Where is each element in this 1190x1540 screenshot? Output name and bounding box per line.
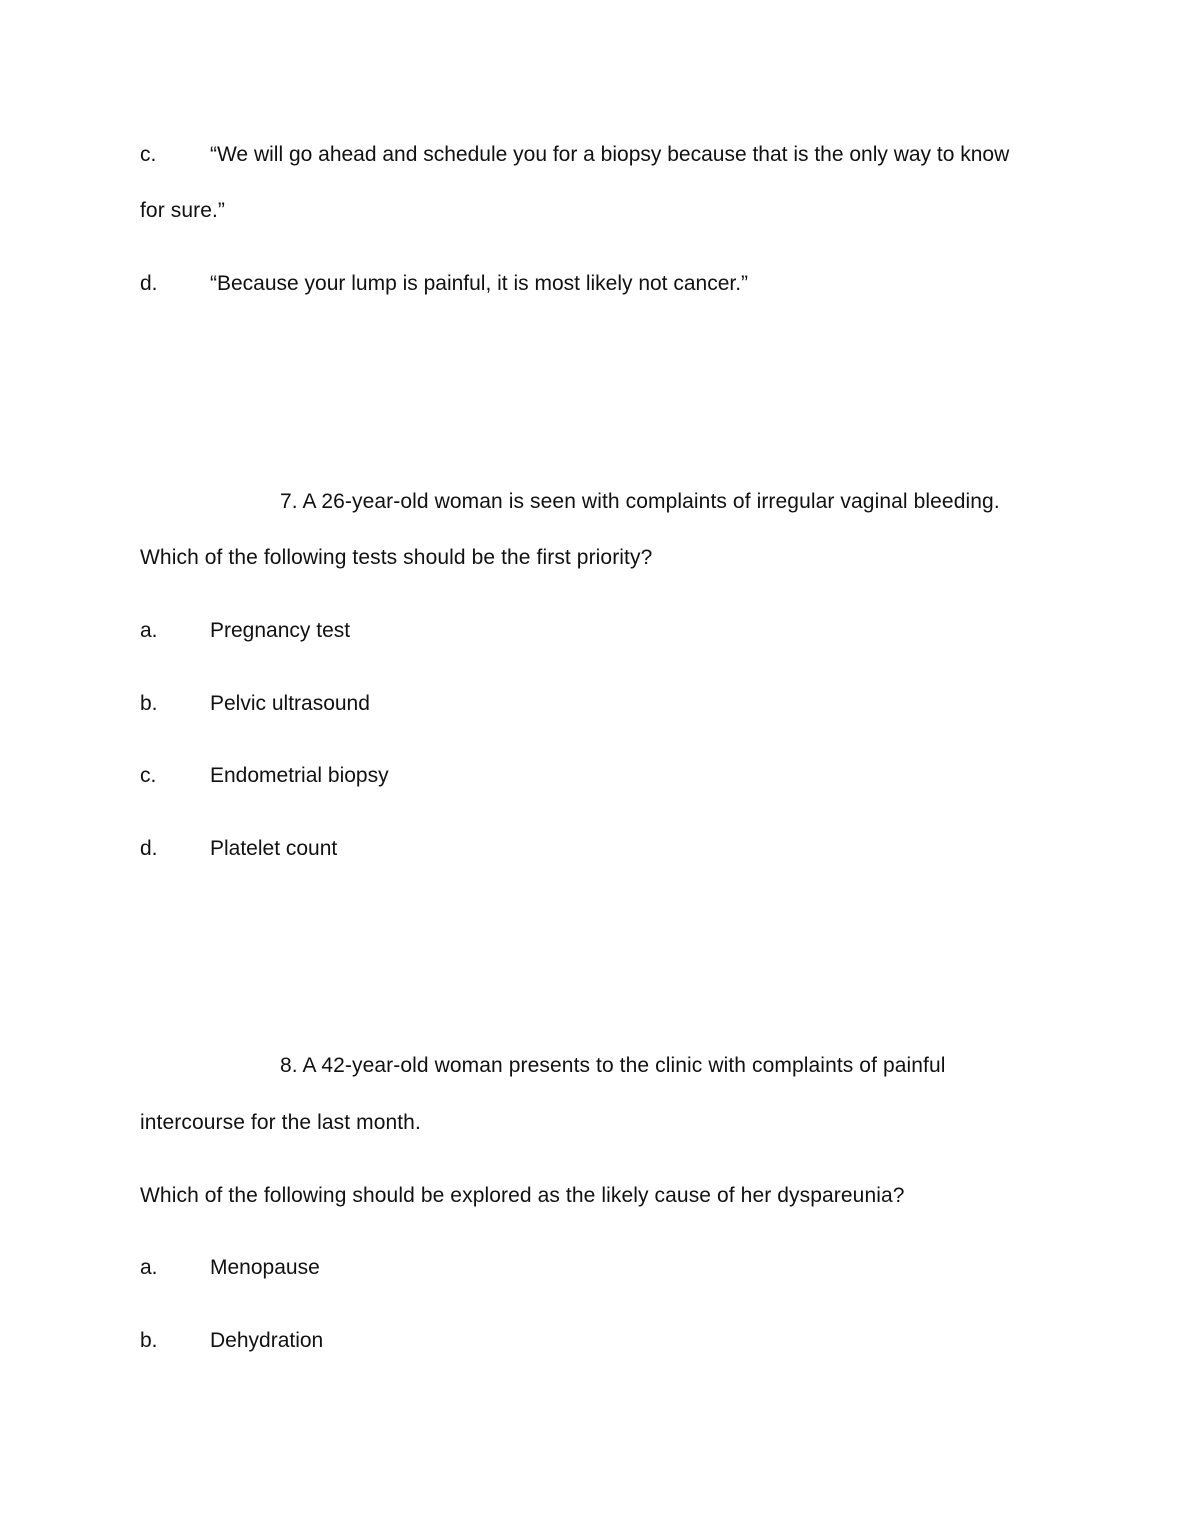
q7-option-d-letter: d. <box>140 837 158 860</box>
q8-stem-line1: 8. A 42-year-old woman presents to the clinic with complaints of painful <box>280 1054 946 1077</box>
q7-stem-line1: 7. A 26-year-old woman is seen with complaints of irregular vaginal bleeding. <box>280 490 1000 513</box>
q7-stem-line2: Which of the following tests should be the first priority? <box>140 546 653 569</box>
q6-option-d-letter: d. <box>140 272 158 295</box>
q6-option-c-text-cont: for sure.” <box>140 199 226 222</box>
q7-option-d-text: Platelet count <box>210 837 338 860</box>
q6-option-d-text: “Because your lump is painful, it is most likely not cancer.” <box>210 272 749 295</box>
q7-option-c-text: Endometrial biopsy <box>210 764 389 787</box>
q7-option-c-letter: c. <box>140 764 157 787</box>
q6-option-c-letter: c. <box>140 143 157 166</box>
q8-stem-line3: Which of the following should be explored as the likely cause of her dyspareunia? <box>140 1184 905 1207</box>
q8-option-a-text: Menopause <box>210 1256 320 1279</box>
q7-option-a-letter: a. <box>140 619 158 642</box>
q6-option-c-text: “We will go ahead and schedule you for a biopsy because that is the only way to know <box>210 143 1010 166</box>
q8-stem-line2: intercourse for the last month. <box>140 1111 421 1134</box>
q8-option-a-letter: a. <box>140 1256 158 1279</box>
q7-option-a-text: Pregnancy test <box>210 619 351 642</box>
q8-option-b-letter: b. <box>140 1329 158 1352</box>
q8-option-b-text: Dehydration <box>210 1329 324 1352</box>
q7-option-b-text: Pelvic ultrasound <box>210 692 370 715</box>
q7-option-b-letter: b. <box>140 692 158 715</box>
